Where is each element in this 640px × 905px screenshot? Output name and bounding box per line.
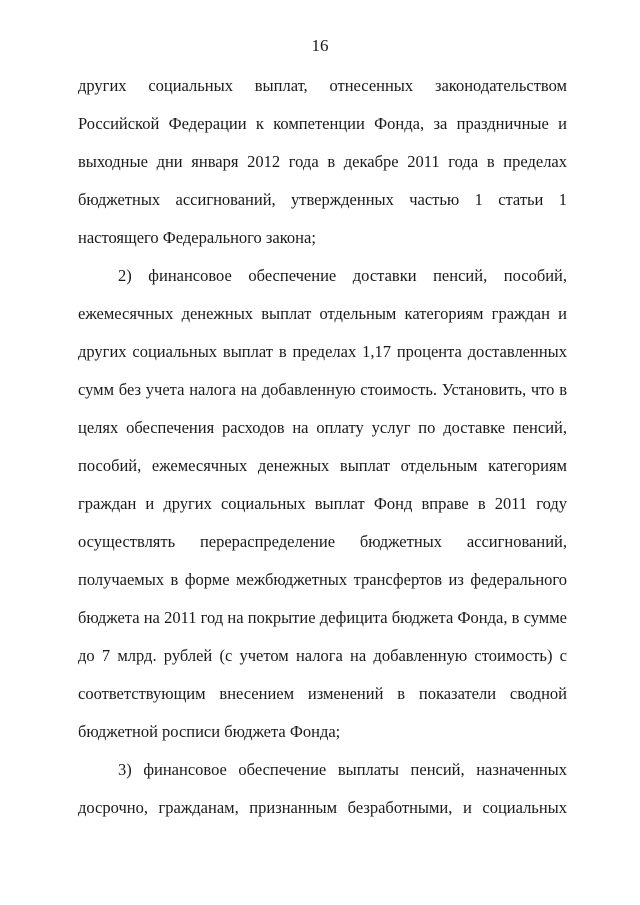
- text-line: соответствующим внесением изменений в показатели сводной: [78, 684, 567, 703]
- text-line: 3) финансовое обеспечение выплаты пенсий, назначенных: [118, 760, 567, 779]
- text-line: пособий, ежемесячных денежных выплат отдельным категориям: [78, 456, 567, 475]
- text-line: выходные дни января 2012 года в декабре 2011 года в пределах: [78, 152, 567, 171]
- text-line: досрочно, гражданам, признанным безработными, и социальных: [78, 798, 567, 817]
- text-line: целях обеспечения расходов на оплату услуг по доставке пенсий,: [78, 418, 567, 437]
- text-line: других социальных выплат, отнесенных законодательством: [78, 76, 567, 95]
- text-line: до 7 млрд. рублей (с учетом налога на добавленную стоимость) с: [78, 646, 567, 665]
- text-line: настоящего Федерального закона;: [78, 228, 316, 247]
- text-line: бюджета на 2011 год на покрытие дефицита бюджета Фонда, в сумме: [78, 608, 567, 627]
- text-line: граждан и других социальных выплат Фонд вправе в 2011 году: [78, 494, 567, 513]
- page-number: 16: [311, 36, 329, 55]
- text-line: получаемых в форме межбюджетных трансфертов из федерального: [78, 570, 567, 589]
- text-line: 2) финансовое обеспечение доставки пенсий, пособий,: [118, 266, 567, 285]
- text-line: сумм без учета налога на добавленную стоимость. Установить, что в: [78, 380, 567, 399]
- text-line: ежемесячных денежных выплат отдельным категориям граждан и: [78, 304, 567, 323]
- text-line: осуществлять перераспределение бюджетных ассигнований,: [78, 532, 567, 551]
- text-line: бюджетных ассигнований, утвержденных частью 1 статьи 1: [78, 190, 567, 209]
- text-line: бюджетной росписи бюджета Фонда;: [78, 722, 341, 741]
- text-line: других социальных выплат в пределах 1,17 процента доставленных: [78, 342, 567, 361]
- text-line: Российской Федерации к компетенции Фонда, за праздничные и: [78, 114, 567, 133]
